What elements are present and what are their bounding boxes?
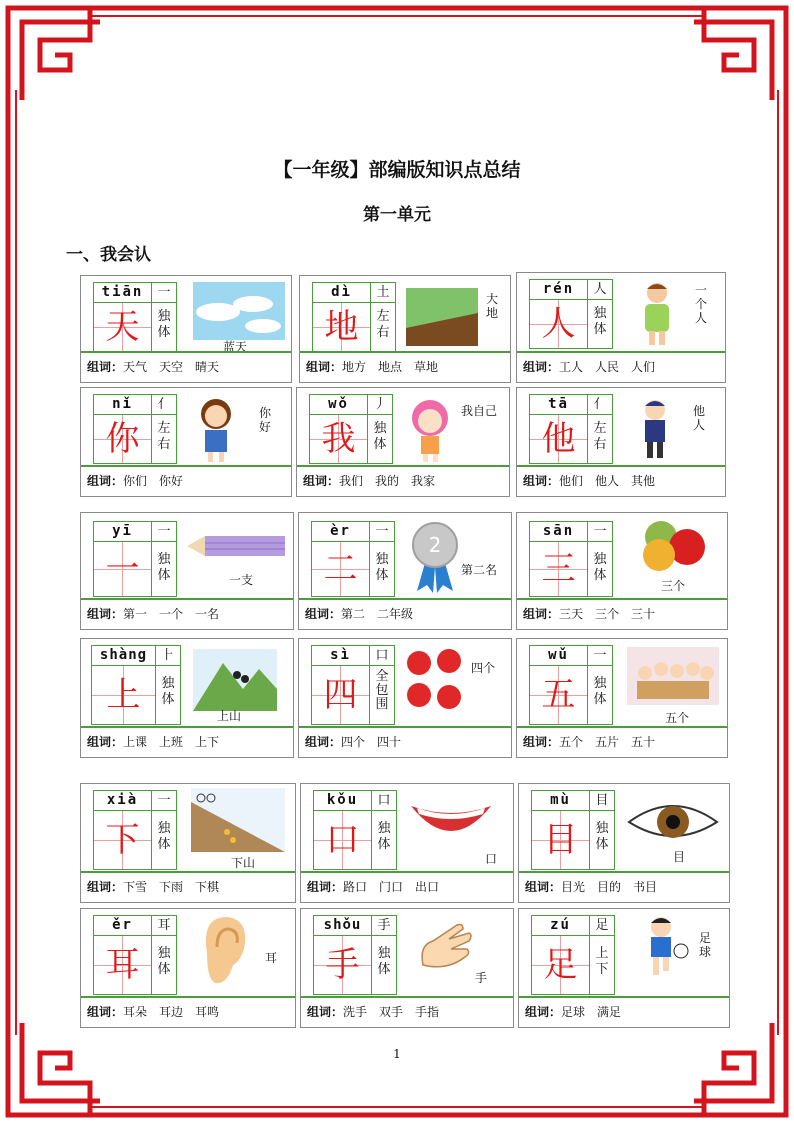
caption: 上山	[217, 709, 242, 723]
pinyin: dì	[313, 283, 371, 303]
character: 我	[310, 415, 368, 463]
structure: 独体	[377, 821, 391, 852]
caption: 蓝天	[223, 340, 248, 354]
ear-illustration	[197, 913, 251, 989]
caption: 他人	[693, 404, 706, 432]
smiling-mouth-illustration	[409, 796, 493, 848]
caption: 耳	[265, 951, 278, 965]
pinyin: xià	[94, 791, 152, 811]
pinyin: ěr	[94, 916, 152, 936]
char-card-di	[299, 275, 511, 383]
word-list: 组词：四个 四十	[299, 726, 511, 757]
structure: 独体	[377, 946, 391, 977]
pinyin: shàng	[92, 646, 156, 666]
word-list: 组词：工人 人民 人们	[517, 351, 725, 382]
structure: 独体	[593, 306, 607, 337]
radical: 一	[152, 283, 176, 303]
caption: 下山	[231, 856, 256, 870]
char-card-tian	[80, 275, 292, 383]
word-list: 组词：我们 我的 我家	[297, 465, 509, 496]
tianzige-grid	[313, 915, 397, 995]
hand-illustration	[417, 921, 475, 977]
eye-illustration	[625, 796, 721, 846]
pencil-illustration	[187, 533, 287, 559]
radical: 一	[152, 522, 176, 542]
character: 一	[94, 542, 152, 596]
tianzige-grid	[529, 394, 613, 464]
pinyin: nǐ	[94, 395, 152, 415]
caption: 你好	[259, 406, 272, 434]
caption: 目	[673, 850, 686, 864]
word-list: 组词：第二 二年级	[299, 598, 511, 629]
section-heading: 一、我会认	[66, 245, 151, 265]
caption: 一个人	[695, 283, 708, 325]
caption: 我自己	[461, 404, 498, 418]
character: 你	[94, 415, 152, 463]
char-card-zu	[518, 908, 730, 1028]
radical: 一	[370, 522, 394, 542]
character: 地	[313, 303, 371, 351]
char-card-shang	[80, 638, 294, 758]
tianzige-grid	[312, 282, 396, 352]
caption: 三个	[661, 579, 686, 593]
tianzige-grid	[311, 645, 395, 725]
character: 他	[530, 415, 588, 463]
radical: 一	[588, 522, 612, 542]
radical: 一	[152, 791, 176, 811]
word-list: 组词：他们 他人 其他	[517, 465, 725, 496]
structure: 独体	[593, 676, 607, 707]
radical: 丿	[368, 395, 392, 415]
apples-illustration	[635, 517, 711, 573]
pinyin: rén	[530, 280, 588, 300]
radical: 口	[370, 646, 394, 666]
pinyin: mù	[532, 791, 590, 811]
radical: 一	[588, 646, 612, 666]
radical: ⺊	[156, 646, 180, 666]
character: 人	[530, 300, 588, 348]
mountain-climb-illustration	[193, 649, 277, 711]
char-card-xia	[80, 783, 296, 903]
structure: 独体	[375, 552, 389, 583]
structure: 上下	[595, 946, 609, 977]
five-children-illustration	[627, 647, 719, 705]
char-card-kou	[300, 783, 514, 903]
tianzige-grid	[529, 521, 613, 597]
character: 三	[530, 542, 588, 596]
unit-heading: 第一单元	[363, 205, 431, 225]
structure: 左右	[593, 421, 607, 452]
radical: 土	[371, 283, 395, 303]
tianzige-grid	[313, 790, 397, 870]
word-list: 组词：耳朵 耳边 耳鸣	[81, 996, 295, 1027]
girl-illustration	[191, 394, 241, 464]
structure: 独体	[157, 309, 171, 340]
tianzige-grid	[529, 645, 613, 725]
tianzige-grid	[529, 279, 613, 349]
character: 手	[314, 936, 372, 994]
tianzige-grid	[93, 521, 177, 597]
caption: 五个	[665, 711, 690, 725]
char-card-ni	[80, 387, 292, 497]
pinyin: tiān	[94, 283, 152, 303]
char-card-wu	[516, 638, 728, 758]
person-illustration	[629, 279, 685, 347]
caption: 大地	[486, 292, 499, 320]
pinyin: wǒ	[310, 395, 368, 415]
tianzige-grid	[309, 394, 393, 464]
character: 四	[312, 666, 370, 724]
caption: 足球	[699, 931, 712, 959]
silver-medal-icon	[409, 519, 461, 595]
caption: 手	[475, 971, 488, 985]
tianzige-grid	[93, 282, 177, 352]
char-card-mu	[518, 783, 730, 903]
tianzige-grid	[93, 394, 177, 464]
char-card-er	[298, 512, 512, 630]
caption: 一支	[229, 573, 254, 587]
structure: 全包围	[375, 669, 389, 712]
word-list: 组词：三天 三个 三十	[517, 598, 727, 629]
char-card-er3	[80, 908, 296, 1028]
word-list: 组词：下雪 下雨 下棋	[81, 871, 295, 902]
radical: 手	[372, 916, 396, 936]
char-card-si	[298, 638, 512, 758]
caption: 第二名	[461, 563, 498, 577]
pinyin: yī	[94, 522, 152, 542]
character: 足	[532, 936, 590, 994]
page-number: 1	[393, 1047, 401, 1061]
structure: 独体	[595, 821, 609, 852]
char-card-yi	[80, 512, 294, 630]
pinyin: èr	[312, 522, 370, 542]
tianzige-grid	[531, 915, 615, 995]
tianzige-grid	[531, 790, 615, 870]
word-list: 组词：路口 门口 出口	[301, 871, 513, 902]
caption: 口	[485, 852, 498, 866]
radical: 口	[372, 791, 396, 811]
tianzige-grid	[311, 521, 395, 597]
caption: 四个	[471, 661, 496, 675]
char-card-wo	[296, 387, 510, 497]
word-list: 组词：五个 五片 五十	[517, 726, 727, 757]
word-list: 组词：你们 你好	[81, 465, 291, 496]
pinyin: kǒu	[314, 791, 372, 811]
structure: 左右	[376, 309, 390, 340]
structure: 左右	[157, 421, 171, 452]
word-list: 组词：地方 地点 草地	[300, 351, 510, 382]
word-list: 组词：第一 一个 一名	[81, 598, 293, 629]
structure: 独体	[373, 421, 387, 452]
tianzige-grid	[93, 915, 177, 995]
character: 五	[530, 666, 588, 724]
character: 下	[94, 811, 152, 869]
cartoon-girl-illustration	[403, 394, 457, 464]
pinyin: zú	[532, 916, 590, 936]
word-list: 组词：目光 目的 书目	[519, 871, 729, 902]
radical: 目	[590, 791, 614, 811]
radical: 亻	[588, 395, 612, 415]
svg-text:2: 2	[428, 533, 442, 557]
character: 二	[312, 542, 370, 596]
word-list: 组词：洗手 双手 手指	[301, 996, 513, 1027]
character: 目	[532, 811, 590, 869]
radical: 耳	[152, 916, 176, 936]
radical: 亻	[152, 395, 176, 415]
word-list: 组词：天气 天空 晴天	[81, 351, 291, 382]
char-card-ta	[516, 387, 726, 497]
soccer-boy-illustration	[641, 915, 691, 985]
char-card-shou	[300, 908, 514, 1028]
word-list: 组词：上课 上班 上下	[81, 726, 293, 757]
radical: 人	[588, 280, 612, 300]
tianzige-grid	[93, 790, 177, 870]
boy-illustration	[635, 398, 675, 460]
downhill-illustration	[191, 788, 285, 852]
structure: 独体	[161, 676, 175, 707]
structure: 独体	[593, 552, 607, 583]
structure: 独体	[157, 821, 171, 852]
character: 天	[94, 303, 152, 351]
pinyin: sì	[312, 646, 370, 666]
char-card-san	[516, 512, 728, 630]
structure: 独体	[157, 946, 171, 977]
pinyin: shǒu	[314, 916, 372, 936]
pinyin: wǔ	[530, 646, 588, 666]
pinyin: tā	[530, 395, 588, 415]
character: 口	[314, 811, 372, 869]
page-title: 【一年级】部编版知识点总结	[273, 159, 521, 181]
char-card-ren	[516, 272, 726, 383]
tianzige-grid	[91, 645, 181, 725]
character: 上	[92, 666, 156, 724]
strawberries-illustration	[403, 647, 467, 717]
earth-land-illustration	[406, 288, 478, 346]
blue-sky-illustration	[193, 282, 285, 340]
character: 耳	[94, 936, 152, 994]
structure: 独体	[157, 552, 171, 583]
radical: 足	[590, 916, 614, 936]
pinyin: sān	[530, 522, 588, 542]
word-list: 组词：足球 满足	[519, 996, 729, 1027]
